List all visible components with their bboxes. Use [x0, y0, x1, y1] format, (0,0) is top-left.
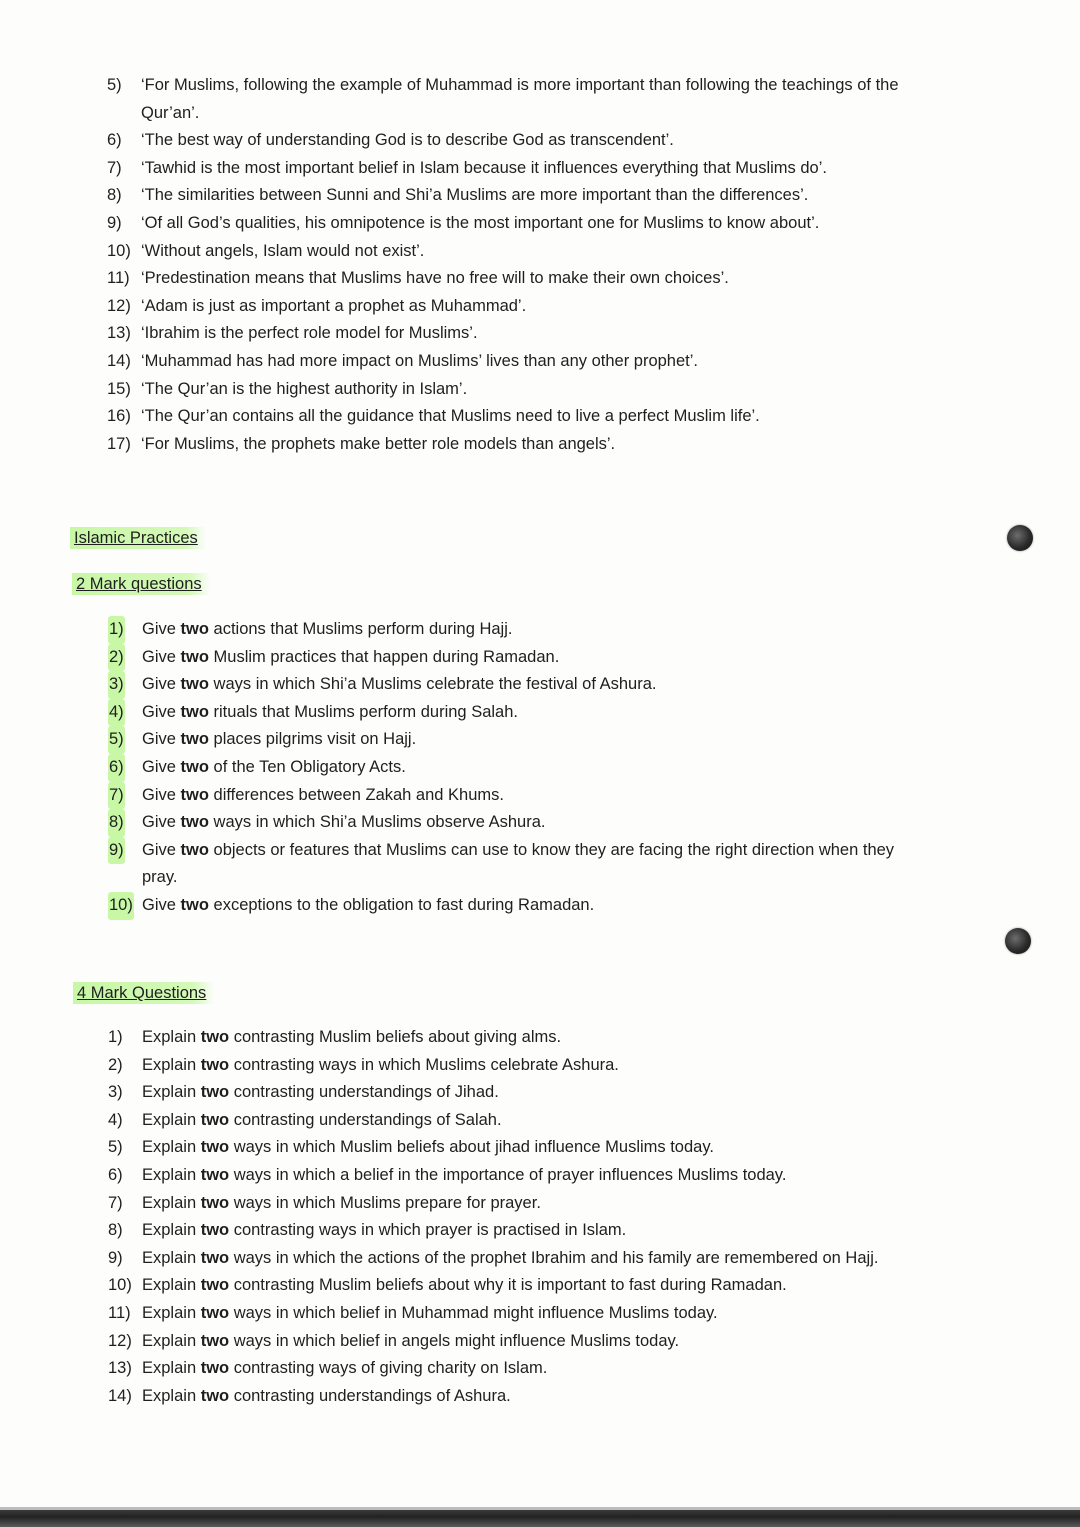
emphasis-two: two: [180, 702, 209, 721]
list-item: [107, 238, 1007, 266]
emphasis-two: two: [180, 757, 209, 776]
item-text: ‘The Qur’an contains all the guidance that Muslims need to live a perfect Muslim life’.: [141, 407, 760, 426]
item-number: 9): [108, 837, 125, 865]
list-item: [108, 837, 998, 892]
list-item: [108, 1024, 1008, 1052]
emphasis-two: two: [200, 1083, 230, 1102]
emphasis-two: two: [180, 647, 209, 666]
section-title: Islamic Practices: [70, 527, 206, 549]
item-number: 10): [107, 241, 131, 260]
item-number: 5): [108, 1138, 123, 1157]
item-text: ‘Muhammad has had more impact on Muslims’ lives than any other prophet’.: [141, 351, 698, 370]
item-text: ‘For Muslims, following the example of Muhammad is more important than following the teachings of the: [141, 76, 899, 94]
list-item: [108, 809, 998, 837]
list-item: [108, 1328, 1008, 1356]
item-text: Explain two ways in which the actions of the prophet Ibrahim and his family are remembered on Hajj.: [142, 1248, 879, 1267]
item-number: 15): [107, 379, 131, 398]
punch-hole-icon: [1005, 928, 1031, 954]
two-mark-questions-list: [108, 616, 998, 920]
item-number: 7): [107, 158, 122, 177]
item-text: Explain two contrasting ways of giving charity on Islam.: [142, 1359, 548, 1378]
item-number: 17): [107, 434, 131, 453]
item-text: ‘Ibrahim is the perfect role model for Muslims’.: [141, 324, 478, 343]
item-text: ‘Of all God’s qualities, his omnipotence is the most important one for Muslims to know about’.: [141, 213, 820, 232]
item-text: ‘Tawhid is the most important belief in Islam because it influences everything that Muslims do’.: [141, 158, 827, 177]
item-text: ‘For Muslims, the prophets make better role models than angels’.: [141, 434, 616, 453]
item-number: 3): [108, 671, 125, 699]
emphasis-two: two: [200, 1303, 230, 1322]
scan-edge-bar: [0, 1510, 1080, 1527]
item-text: Give two exceptions to the obligation to fast during Ramadan.: [142, 895, 595, 914]
list-item: [108, 1107, 1008, 1135]
item-number: 6): [107, 131, 122, 150]
item-text-continued: Qur’an’.: [141, 103, 200, 122]
emphasis-two: two: [200, 1110, 230, 1129]
item-number: 9): [108, 1248, 123, 1267]
item-number: 10): [108, 1276, 132, 1295]
list-item: [107, 348, 1007, 376]
emphasis-two: two: [180, 785, 209, 804]
item-text-continued: pray.: [142, 868, 178, 887]
emphasis-two: two: [200, 1276, 230, 1295]
four-mark-questions-list: [108, 1024, 1008, 1410]
item-number: 8): [108, 1221, 123, 1240]
emphasis-two: two: [200, 1386, 230, 1405]
list-item: [108, 616, 998, 644]
item-text: Explain two contrasting understandings of Salah.: [142, 1110, 502, 1129]
item-text: Give two of the Ten Obligatory Acts.: [142, 757, 406, 776]
emphasis-two: two: [180, 620, 209, 638]
item-text: Give two rituals that Muslims perform during Salah.: [142, 702, 518, 721]
item-number: 11): [107, 269, 130, 288]
list-item: [108, 1052, 1008, 1080]
item-text: Give two ways in which Shi’a Muslims observe Ashura.: [142, 813, 546, 832]
item-text: Explain two contrasting ways in which Muslims celebrate Ashura.: [142, 1055, 619, 1074]
list-item: [108, 1134, 1008, 1162]
item-text: Give two Muslim practices that happen during Ramadan.: [142, 647, 560, 666]
item-text: ‘The similarities between Sunni and Shi’a Muslims are more important than the differences’.: [141, 186, 809, 205]
list-item: [107, 72, 1007, 127]
item-number: 8): [107, 186, 122, 205]
item-number: 5): [108, 726, 125, 754]
list-item: [107, 376, 1007, 404]
item-number: 12): [107, 296, 131, 315]
emphasis-two: two: [180, 895, 209, 914]
item-number: 14): [108, 1386, 132, 1405]
item-text: ‘The Qur’an is the highest authority in Islam’.: [141, 379, 468, 398]
list-item: [108, 754, 998, 782]
item-text: Give two actions that Muslims perform during Hajj.: [142, 620, 513, 638]
list-item: [107, 265, 1007, 293]
two-mark-heading: 2 Mark questions: [72, 573, 210, 595]
list-item: [107, 182, 1007, 210]
emphasis-two: two: [180, 675, 209, 694]
emphasis-two: two: [200, 1138, 230, 1157]
list-item: [108, 644, 998, 672]
list-item: [107, 320, 1007, 348]
item-text: Explain two ways in which belief in angels might influence Muslims today.: [142, 1331, 680, 1350]
item-text: Give two ways in which Shi’a Muslims celebrate the festival of Ashura.: [142, 675, 657, 694]
item-number: 10): [108, 892, 134, 920]
item-number: 7): [108, 782, 125, 810]
item-number: 2): [108, 644, 125, 672]
item-text: Explain two ways in which a belief in the importance of prayer influences Muslims today.: [142, 1165, 787, 1184]
item-number: 1): [108, 616, 125, 644]
emphasis-two: two: [180, 730, 209, 749]
item-number: 5): [107, 76, 122, 94]
item-number: 13): [108, 1359, 132, 1378]
list-item: [107, 127, 1007, 155]
emphasis-two: two: [180, 840, 209, 859]
list-item: [108, 726, 998, 754]
list-item: [108, 782, 998, 810]
item-text: Give two differences between Zakah and Khums.: [142, 785, 504, 804]
emphasis-two: two: [200, 1359, 230, 1378]
item-number: 1): [108, 1028, 123, 1046]
item-number: 7): [108, 1193, 123, 1212]
four-mark-heading: 4 Mark Questions: [73, 982, 214, 1004]
item-text: Explain two ways in which Muslims prepare for prayer.: [142, 1193, 541, 1212]
list-item: [108, 1355, 1008, 1383]
item-text: Explain two contrasting Muslim beliefs about why it is important to fast during Ramadan.: [142, 1276, 787, 1295]
item-number: 16): [107, 407, 131, 426]
item-text: Explain two ways in which belief in Muhammad might influence Muslims today.: [142, 1303, 718, 1322]
emphasis-two: two: [200, 1221, 230, 1240]
item-number: 13): [107, 324, 131, 343]
list-item: [107, 155, 1007, 183]
item-number: 4): [108, 699, 125, 727]
emphasis-two: two: [200, 1248, 230, 1267]
item-text: ‘Without angels, Islam would not exist’.: [141, 241, 425, 260]
item-number: 2): [108, 1055, 123, 1074]
item-text: Explain two contrasting ways in which prayer is practised in Islam.: [142, 1221, 627, 1240]
punch-hole-icon: [1007, 525, 1033, 551]
emphasis-two: two: [200, 1028, 230, 1046]
list-item: [107, 293, 1007, 321]
list-item: [108, 892, 998, 920]
emphasis-two: two: [180, 813, 209, 832]
item-text: ‘The best way of understanding God is to describe God as transcendent’.: [141, 131, 674, 150]
item-number: 4): [108, 1110, 123, 1129]
item-number: 6): [108, 754, 125, 782]
item-text: Give two objects or features that Muslims can use to know they are facing the right direction when they: [142, 840, 895, 859]
list-item: [107, 210, 1007, 238]
list-item: [108, 1190, 1008, 1218]
item-number: 12): [108, 1331, 132, 1350]
list-item: [108, 671, 998, 699]
list-item: [108, 1245, 1008, 1273]
list-item: [108, 1162, 1008, 1190]
item-number: 14): [107, 351, 131, 370]
item-text: ‘Adam is just as important a prophet as Muhammad’.: [141, 296, 527, 315]
evaluation-statements-list: [107, 72, 1007, 458]
list-item: [107, 403, 1007, 431]
item-text: Explain two ways in which Muslim beliefs about jihad influence Muslims today.: [142, 1138, 714, 1157]
list-item: [108, 1079, 1008, 1107]
item-number: 9): [107, 213, 122, 232]
item-text: Explain two contrasting Muslim beliefs about giving alms.: [142, 1028, 562, 1046]
list-item: [108, 1383, 1008, 1411]
list-item: [108, 1272, 1008, 1300]
list-item: [108, 1300, 1008, 1328]
list-item: [108, 699, 998, 727]
item-text: ‘Predestination means that Muslims have no free will to make their own choices’.: [141, 269, 729, 288]
item-number: 6): [108, 1165, 123, 1184]
list-item: [107, 431, 1007, 459]
item-number: 8): [108, 809, 125, 837]
emphasis-two: two: [200, 1193, 230, 1212]
emphasis-two: two: [200, 1331, 230, 1350]
item-number: 11): [108, 1303, 131, 1322]
item-text: Give two places pilgrims visit on Hajj.: [142, 730, 417, 749]
emphasis-two: two: [200, 1055, 230, 1074]
item-text: Explain two contrasting understandings of Ashura.: [142, 1386, 511, 1405]
item-number: 3): [108, 1083, 123, 1102]
list-item: [108, 1217, 1008, 1245]
emphasis-two: two: [200, 1165, 230, 1184]
item-text: Explain two contrasting understandings of Jihad.: [142, 1083, 499, 1102]
